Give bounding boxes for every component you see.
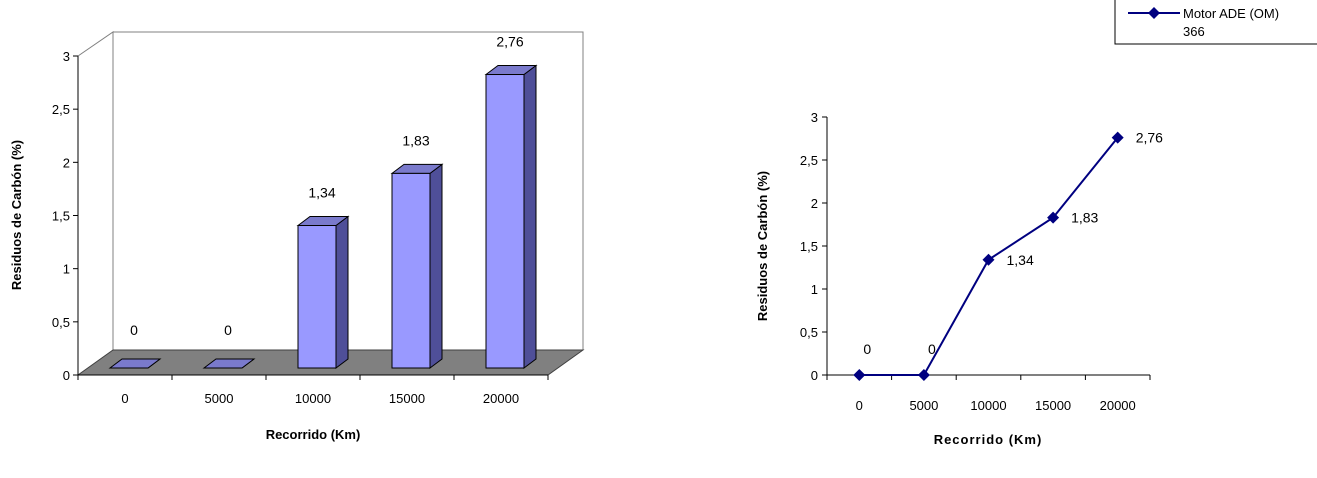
bar-chart-ytick-label: 1,5 <box>51 208 70 224</box>
line-chart-xtick-label: 5000 <box>909 398 939 413</box>
bar-10000 <box>298 217 348 368</box>
line-chart-xtick-label: 15000 <box>1035 398 1072 413</box>
legend-label-line1: Motor ADE (OM) <box>1183 6 1280 21</box>
line-chart-legend <box>1115 0 1317 44</box>
line-data-label: 2,76 <box>1135 129 1163 146</box>
bar-20000 <box>486 66 536 368</box>
line-chart-ytick-label: 1,5 <box>799 239 818 254</box>
line-chart-ytick-label: 0,5 <box>799 325 818 340</box>
bar-front-face <box>298 226 336 368</box>
bar-chart-ytick-label: 3 <box>62 49 70 64</box>
bar-chart-ytick-label: 2,5 <box>51 102 70 118</box>
bar-front-face <box>486 75 524 368</box>
line-chart-xtick-label: 10000 <box>970 398 1007 413</box>
line-chart <box>755 0 1317 447</box>
bar-data-label: 1,34 <box>308 184 336 201</box>
bar-data-label: 0 <box>130 322 138 338</box>
line-chart-ytick-label: 1 <box>810 282 818 297</box>
bar-chart-side-wall <box>78 32 113 350</box>
bar-data-label: 0 <box>224 322 232 338</box>
bar-chart-xtick-label: 20000 <box>482 391 520 406</box>
line-data-label: 1,83 <box>1071 209 1099 226</box>
line-data-label: 1,34 <box>1006 251 1034 268</box>
bar-data-label: 2,76 <box>496 33 524 50</box>
bar-data-label: 1,83 <box>402 132 430 149</box>
legend-label-line2: 366 <box>1183 24 1205 39</box>
bar-chart-xlabel: Recorrido (Km) <box>265 427 361 442</box>
line-data-label: 0 <box>928 341 936 357</box>
bar-chart-xtick-label: 5000 <box>204 391 234 406</box>
bar-chart-ytick-label: 0 <box>62 368 70 383</box>
bar-chart-ytick-label: 2 <box>62 155 70 171</box>
line-chart-ytick-label: 3 <box>810 110 818 125</box>
bar-chart-xtick-label: 15000 <box>388 391 426 406</box>
bar-side-face <box>524 66 536 368</box>
line-chart-ytick-label: 2 <box>810 196 818 211</box>
bar-15000 <box>392 164 442 368</box>
line-point-5000 <box>918 369 930 381</box>
bar-side-face <box>430 164 442 368</box>
bar-chart <box>9 32 583 442</box>
line-chart-ytick-label: 0 <box>810 368 818 383</box>
bar-chart-xtick-label: 10000 <box>294 391 332 406</box>
line-point-0 <box>853 369 865 381</box>
bar-front-face <box>392 173 430 368</box>
line-data-label: 0 <box>863 341 872 357</box>
line-chart-xlabel: Recorrido (Km) <box>933 432 1043 447</box>
line-chart-xtick-label: 20000 <box>1099 398 1136 413</box>
line-chart-xtick-label: 0 <box>855 398 863 413</box>
bar-chart-xtick-label: 0 <box>121 391 129 406</box>
line-chart-ylabel: Residuos de Carbón (%) <box>755 170 770 322</box>
bar-chart-ytick-label: 0,5 <box>51 314 70 330</box>
bar-chart-ylabel: Residuos de Carbón (%) <box>9 139 24 291</box>
bar-chart-ytick-label: 1 <box>62 261 70 277</box>
line-chart-ytick-label: 2,5 <box>799 153 818 168</box>
line-point-10000 <box>983 254 995 266</box>
bar-side-face <box>336 217 348 368</box>
